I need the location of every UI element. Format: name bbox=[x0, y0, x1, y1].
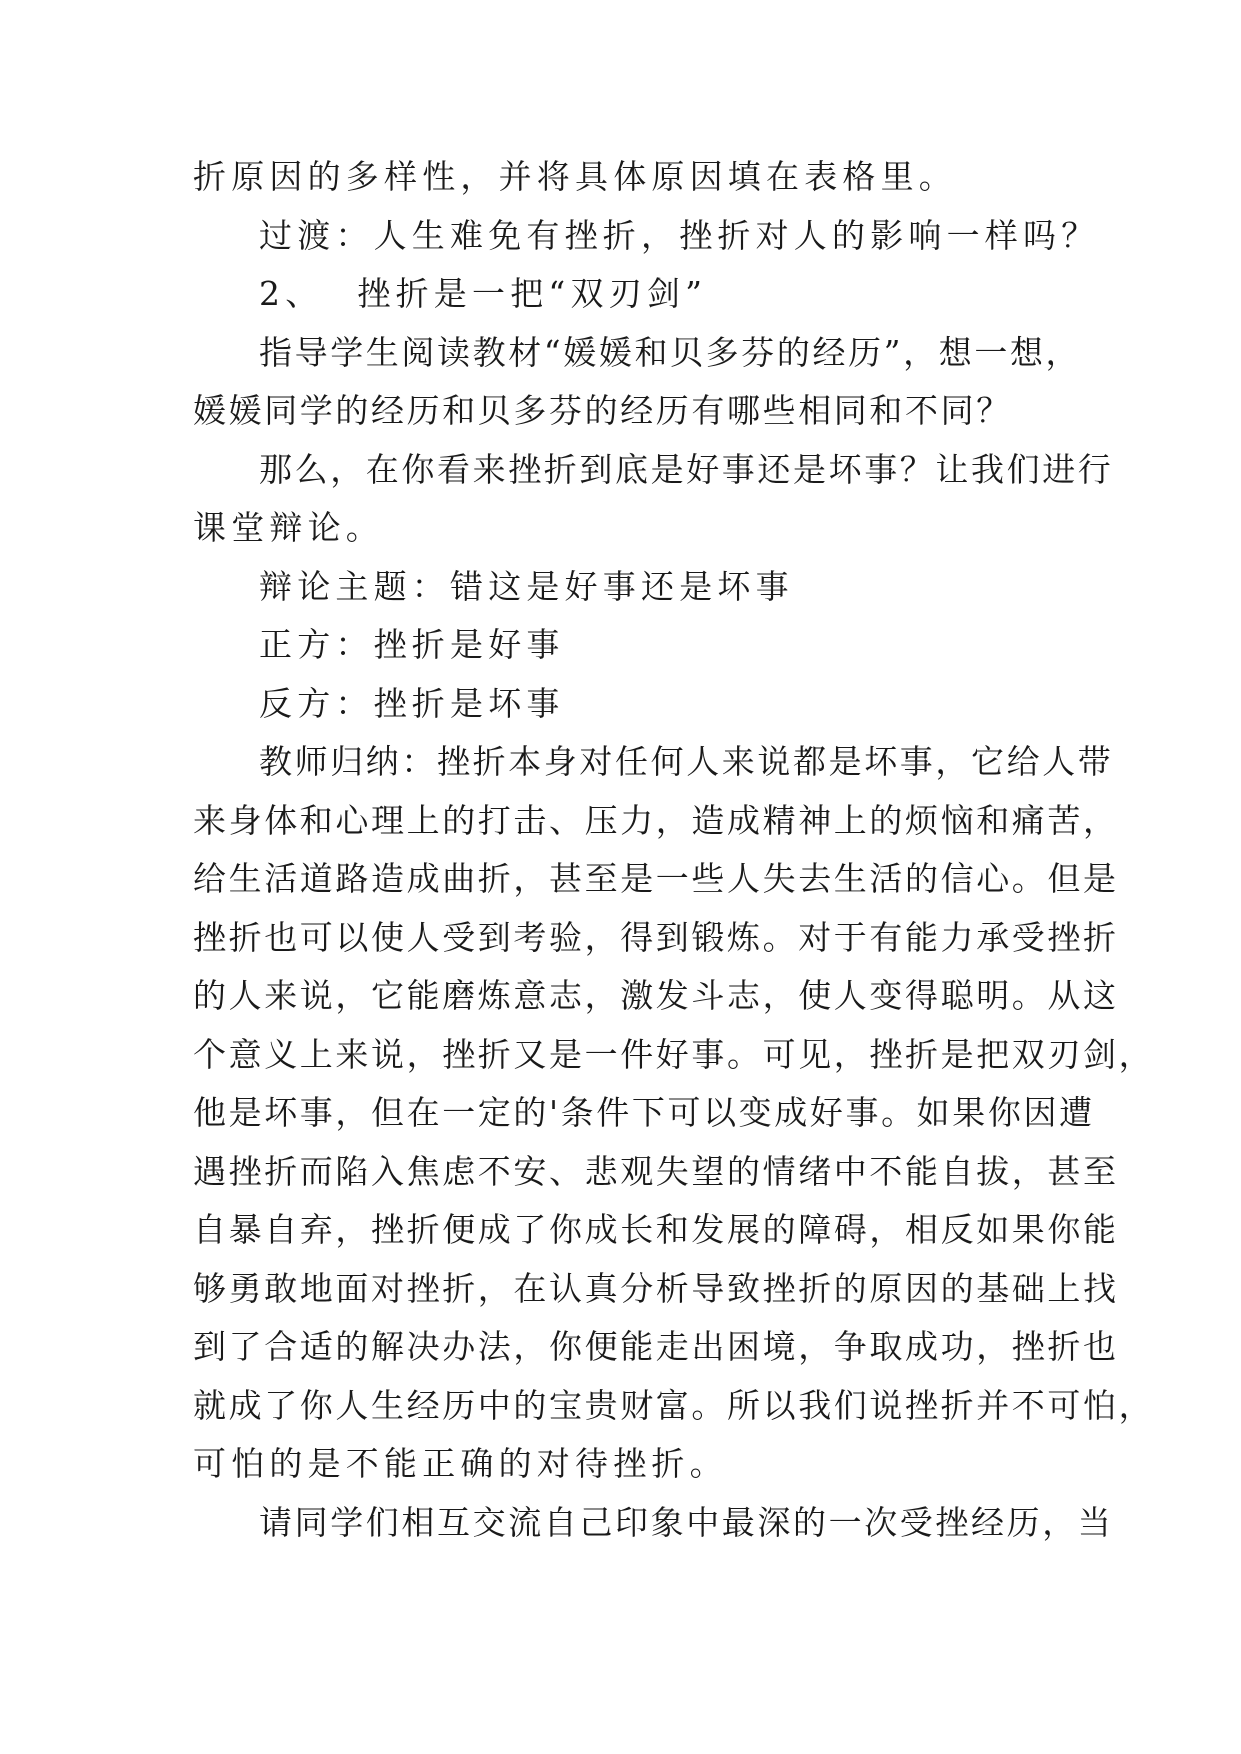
debate-topic: 辩论主题：错这是好事还是坏事 bbox=[259, 566, 794, 606]
paragraph-line: 够勇敢地面对挫折，在认真分析导致挫折的原因的基础上找 bbox=[193, 1268, 1119, 1308]
document-page bbox=[193, 148, 1155, 1552]
paragraph-line: 请同学们相互交流自己印象中最深的一次受挫经历，当 bbox=[259, 1502, 1114, 1542]
paragraph-line: 指导学生阅读教材“媛媛和贝多芬的经历”，想一想， bbox=[259, 332, 1082, 372]
section-title: 挫折是一把“双刃剑” bbox=[357, 274, 708, 313]
paragraph-line: 给生活道路造成曲折，甚至是一些人失去生活的信心。但是 bbox=[193, 859, 1119, 898]
transition-line: 过渡：人生难免有挫折，挫折对人的影响一样吗？ bbox=[259, 215, 1100, 255]
paragraph-line: 遇挫折而陷入焦虑不安、悲观失望的情绪中不能自拔，甚至 bbox=[193, 1151, 1119, 1191]
section-number: 2、 bbox=[259, 274, 324, 313]
paragraph-line: 教师归纳：挫折本身对任何人来说都是坏事，它给人带 bbox=[259, 742, 1114, 781]
paragraph-line: 他是坏事，但在一定的'条件下可以变成好事。如果你因遭 bbox=[193, 1093, 1095, 1132]
paragraph-line: 挫折也可以使人受到考验，得到锻炼。对于有能力承受挫折 bbox=[193, 917, 1119, 957]
paragraph-line: 那么，在你看来挫折到底是好事还是坏事？让我们进行 bbox=[259, 449, 1114, 489]
paragraph-line: 个意义上来说，挫折又是一件好事。可见，挫折是把双刃剑， bbox=[193, 1034, 1155, 1074]
paragraph-line: 可怕的是不能正确的对待挫折。 bbox=[193, 1444, 728, 1483]
paragraph-line: 折原因的多样性，并将具体原因填在表格里。 bbox=[193, 157, 957, 196]
paragraph-line: 媛媛同学的经历和贝多芬的经历有哪些相同和不同？ bbox=[193, 391, 1012, 430]
paragraph-line: 自暴自弃，挫折便成了你成长和发展的障碍，相反如果你能 bbox=[193, 1210, 1119, 1249]
debate-negative: 反方：挫折是坏事 bbox=[259, 683, 565, 723]
paragraph-line: 到了合适的解决办法，你便能走出困境，争取成功，挫折也 bbox=[193, 1327, 1119, 1366]
paragraph-line: 来身体和心理上的打击、压力，造成精神上的烦恼和痛苦， bbox=[193, 800, 1119, 840]
paragraph-line: 课堂辩论。 bbox=[193, 508, 384, 547]
section-heading bbox=[193, 265, 1053, 324]
paragraph-line: 就成了你人生经历中的宝贵财富。所以我们说挫折并不可怕， bbox=[193, 1385, 1155, 1425]
paragraph-line: 的人来说，它能磨炼意志，激发斗志，使人变得聪明。从这 bbox=[193, 976, 1119, 1015]
debate-affirmative: 正方：挫折是好事 bbox=[259, 625, 565, 664]
